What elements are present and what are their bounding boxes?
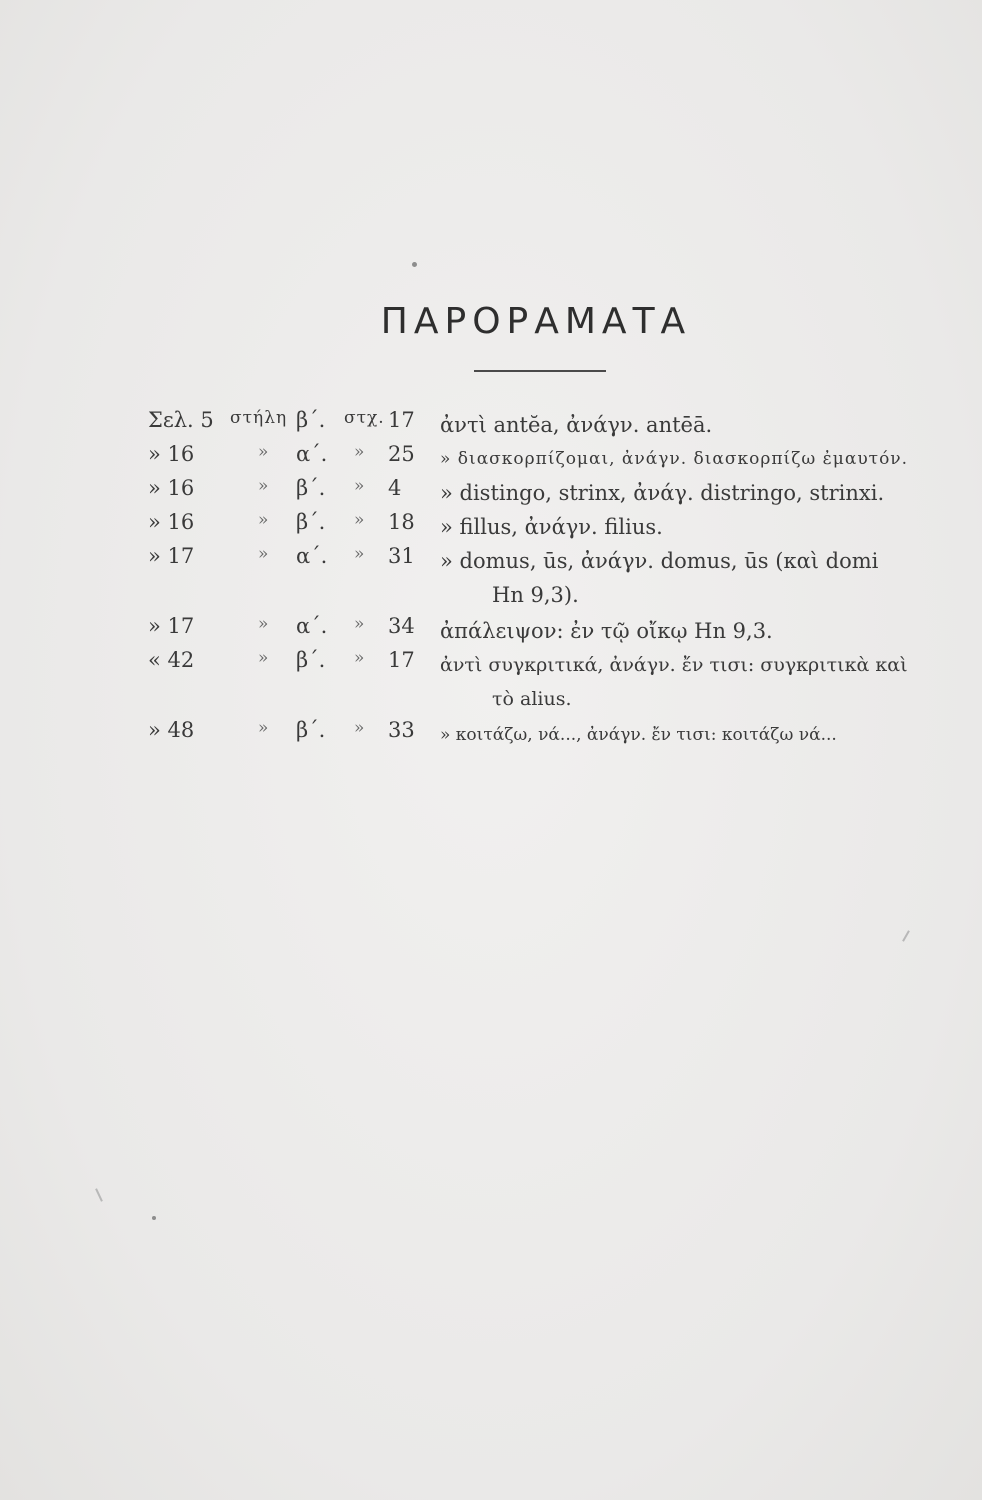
column-ref: β΄. bbox=[296, 510, 326, 534]
errata-row bbox=[148, 718, 948, 752]
errata-row bbox=[148, 648, 948, 718]
correction-main: ἀντὶ antĕa, ἀνάγν. antēā. bbox=[440, 413, 713, 437]
correction-text bbox=[440, 442, 940, 476]
correction-main: » fillus, ἀνάγν. filius. bbox=[440, 515, 663, 539]
correction-text bbox=[440, 510, 940, 544]
column-label: » bbox=[258, 476, 269, 496]
line-label: » bbox=[354, 544, 365, 564]
column-ref: α΄. bbox=[296, 614, 328, 638]
correction-text bbox=[440, 408, 940, 442]
paper-mark bbox=[902, 930, 910, 941]
correction-text bbox=[440, 544, 940, 612]
line-ref: 31 bbox=[388, 544, 415, 568]
page-ref: » 17 bbox=[148, 544, 195, 568]
correction-text bbox=[440, 648, 940, 716]
correction-main: » κοιτάζω, νά..., ἀνάγν. ἔν τισι: κοιτάζω νά... bbox=[440, 725, 837, 745]
column-ref: β΄. bbox=[296, 408, 326, 432]
column-label: » bbox=[258, 442, 269, 462]
line-label: » bbox=[354, 718, 365, 738]
column-label: στήλη bbox=[230, 408, 288, 428]
correction-main: » domus, ūs, ἀνάγν. domus, ūs (καὶ domi bbox=[440, 549, 879, 573]
column-label: » bbox=[258, 544, 269, 564]
column-ref: β΄. bbox=[296, 648, 326, 672]
column-label: » bbox=[258, 510, 269, 530]
correction-main: » distingo, strinx, ἀνάγ. distringo, strinxi. bbox=[440, 481, 885, 505]
errata-row bbox=[148, 442, 948, 476]
line-label: » bbox=[354, 476, 365, 496]
column-ref: α΄. bbox=[296, 544, 328, 568]
column-ref: β΄. bbox=[296, 476, 326, 500]
column-label: » bbox=[258, 718, 269, 738]
line-label: » bbox=[354, 648, 365, 668]
correction-text bbox=[440, 476, 940, 510]
line-label: στχ. bbox=[344, 408, 385, 428]
page-ref: Σελ. 5 bbox=[148, 408, 214, 432]
errata-row bbox=[148, 544, 948, 614]
correction-continuation: Hn 9,3). bbox=[492, 583, 579, 607]
correction-main: » διασκορπίζομαι, ἀνάγν. διασκορπίζω ἐμαυτόν. bbox=[440, 449, 909, 469]
page-title: ΠΑΡΟΡΑΜΑΤΑ bbox=[380, 301, 692, 342]
line-ref: 4 bbox=[388, 476, 402, 500]
paper-mark bbox=[95, 1188, 103, 1202]
correction-text bbox=[440, 718, 940, 752]
ink-speck bbox=[412, 262, 417, 267]
page-ref: » 16 bbox=[148, 510, 195, 534]
correction-text bbox=[440, 614, 940, 648]
line-ref: 17 bbox=[388, 408, 415, 432]
errata-row bbox=[148, 614, 948, 648]
errata-row bbox=[148, 408, 948, 442]
column-ref: β΄. bbox=[296, 718, 326, 742]
line-ref: 18 bbox=[388, 510, 415, 534]
line-ref: 25 bbox=[388, 442, 415, 466]
column-ref: α΄. bbox=[296, 442, 328, 466]
page-ref: » 16 bbox=[148, 442, 195, 466]
title-rule bbox=[474, 370, 606, 372]
page-ref: » 48 bbox=[148, 718, 195, 742]
ink-speck bbox=[152, 1216, 156, 1220]
page-ref: » 17 bbox=[148, 614, 195, 638]
correction-main: ἀντὶ συγκριτικά, ἀνάγν. ἔν τισι: συγκριτικὰ καὶ bbox=[440, 654, 908, 676]
line-label: » bbox=[354, 510, 365, 530]
line-ref: 34 bbox=[388, 614, 415, 638]
correction-main: ἀπάλειψον: ἐν τῷ οἴκῳ Hn 9,3. bbox=[440, 619, 773, 643]
page-ref: « 42 bbox=[148, 648, 195, 672]
errata-row bbox=[148, 476, 948, 510]
line-label: » bbox=[354, 442, 365, 462]
column-label: » bbox=[258, 648, 269, 668]
page-ref: » 16 bbox=[148, 476, 195, 500]
line-label: » bbox=[354, 614, 365, 634]
line-ref: 17 bbox=[388, 648, 415, 672]
correction-continuation: τὸ alius. bbox=[492, 688, 572, 710]
line-ref: 33 bbox=[388, 718, 415, 742]
errata-list bbox=[148, 408, 948, 752]
errata-row bbox=[148, 510, 948, 544]
column-label: » bbox=[258, 614, 269, 634]
